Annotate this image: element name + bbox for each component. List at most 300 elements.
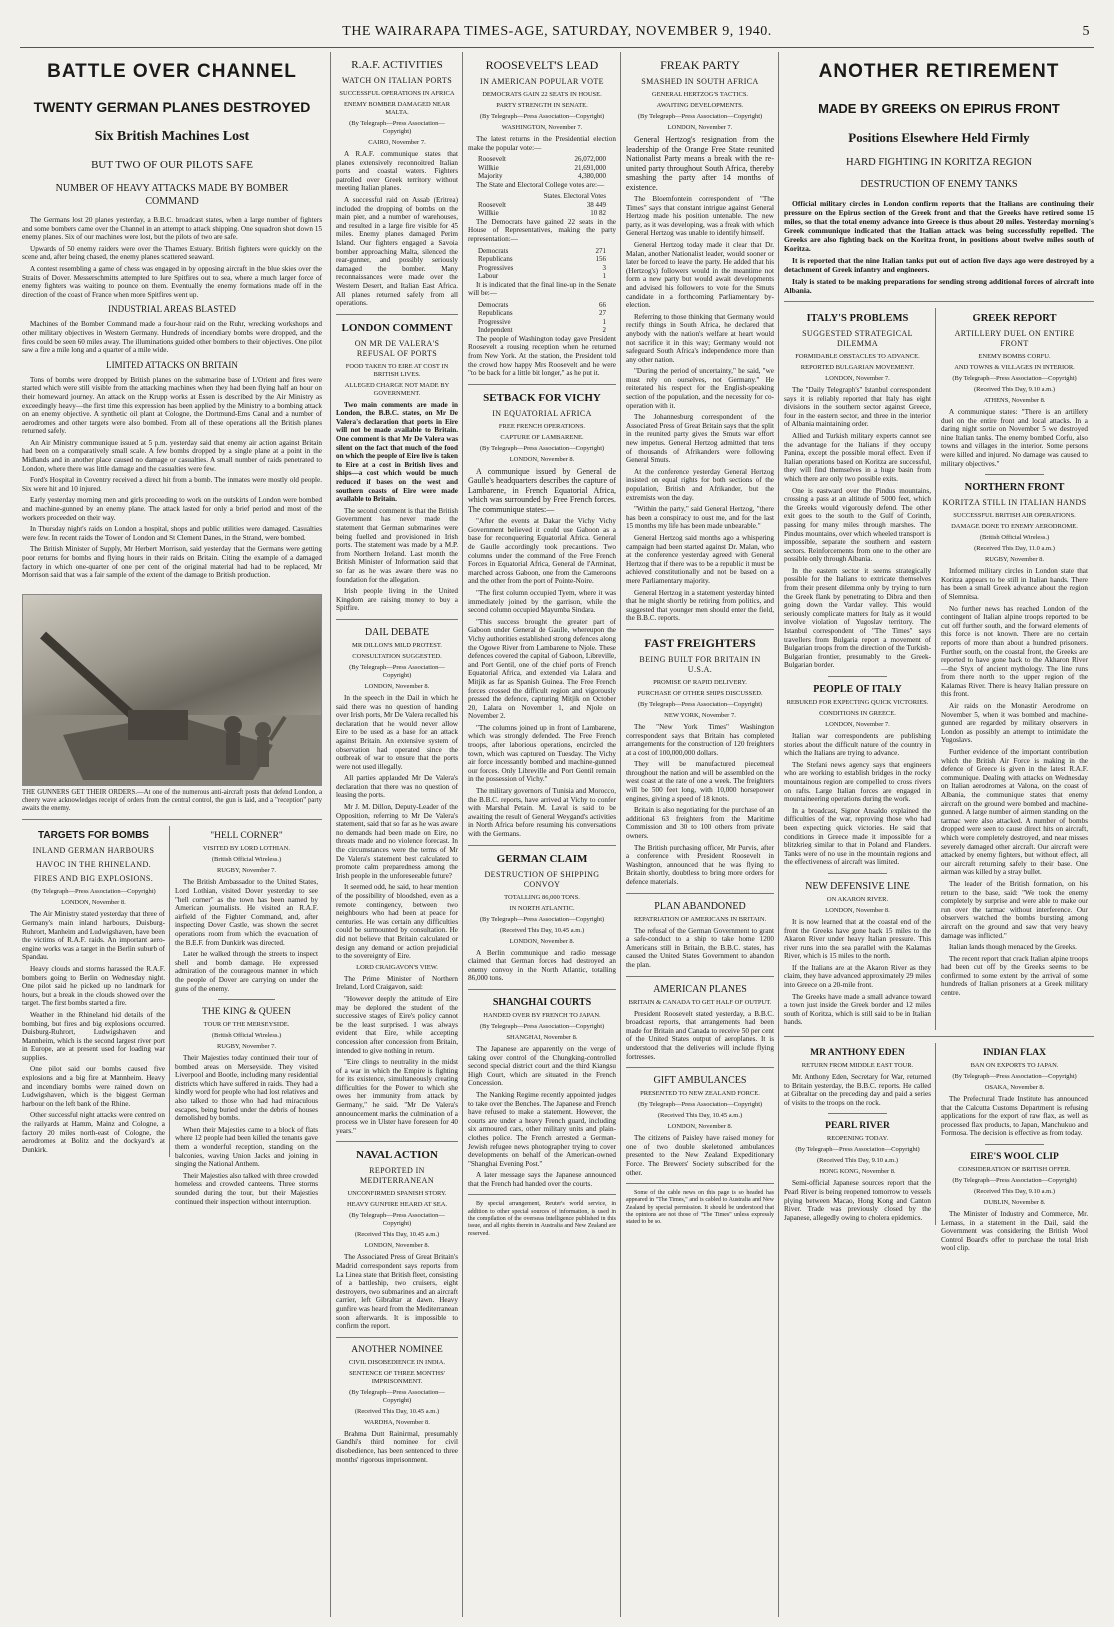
dateline: NEW YORK, November 7.: [664, 711, 736, 719]
paragraph: They will be manufactured piecemeal throughout the nation and will be assembled on the west coast at the rate of one a week. The freighters will be 500 feet long, with 10,000 horsepower engines, giving a speed of 18 knots.: [626, 760, 774, 803]
paragraph: The leader of the British formation, on his return to the base, said: "We took the enemy completely by surprise and were able to make our run over the tarmac without interference. Our observers watched the bombs bursting among aircraft on the ground and saw that very heavy damage was inflicted.": [941, 879, 1088, 940]
divider: [828, 676, 887, 677]
row-label: Progressive: [478, 317, 511, 326]
article-title: FREAK PARTY: [660, 58, 740, 72]
subheading: LORD CRAIGAVON'S VIEW.: [356, 963, 438, 971]
headline: MADE BY GREEKS ON EPIRUS FRONT: [818, 101, 1060, 116]
divider: [218, 999, 275, 1000]
paragraph: The Associated Press of Great Britain's Madrid correspondent says reports from La Linea state that British fleet, consisting of a battleship, two cruisers, eight destroyers, two submarines and an aircraft carrier, left Gibraltar at dawn. Heavy gunfire was heard from the Mediterranean soon afterwards. It is impossible to confirm the report.: [336, 1253, 458, 1331]
table-row: [468, 164, 616, 173]
article-title: ANOTHER NOMINEE: [351, 1344, 443, 1355]
column-rule: [462, 52, 463, 1617]
subheading: SUCCESSFUL OPERATIONS IN AFRICA: [339, 90, 455, 97]
masthead: [20, 22, 1094, 42]
paragraph: "After the events at Dakar the Vichy Vichy Government believed it could use Gaboon as a base for reconquering Equatorial Africa. General de Gaulle accordingly took precautions. Two columns under the command of the Free French Forces in Equatorial Africa, General de l'Arminat, marched across Gaboon, one from the Cameroons and the other from the port of Pointe-Noire.: [468, 517, 616, 586]
subheading: CIVIL DISOBEDIENCE IN INDIA.: [348, 1358, 446, 1366]
received-line: (Received This Day, 9.10 a.m.): [973, 386, 1056, 393]
electoral-header: [468, 192, 616, 201]
row-value: 1: [602, 317, 606, 326]
paragraph: It is now learned that at the coastal end of the front the Greeks have gone back 15 miles to the Akaron River under heavy Italian pressure. This river runs into the sea parallel with the Kalamas River, which is 15 miles to the north.: [784, 917, 931, 961]
received-line: (Received This Day, 9.10 a.m.): [816, 1157, 899, 1165]
row-value: 2: [602, 326, 606, 335]
row-label: Democrats: [478, 300, 509, 309]
paragraph: General Hertzog in a statement yesterday hinted that he might shortly be retiring from politics, and suggested that younger men should enter the field, the B.B.C. reports.: [626, 588, 774, 623]
subheading: PURCHASE OF OTHER SHIPS DISCUSSED.: [637, 689, 763, 697]
subheading: ENEMY BOMBER DAMAGED NEAR MALTA.: [343, 101, 451, 116]
divider: [626, 976, 774, 977]
paragraph: In Thursday night's raids on London a hospital, shops and public utilities were damaged. Casualties were few. In recent raids the Tower of London and St Clement Danes, in the Strand, were bombed.: [22, 525, 322, 542]
dateline: LONDON, November 7.: [667, 124, 733, 131]
paragraph: Italy is stated to be making preparations for sending strong additional forces of aircraft into Albania.: [784, 277, 1094, 295]
row-label: Republicans: [478, 309, 513, 318]
credit-line: (By Telegraph—Press Association—Copyright): [952, 375, 1077, 382]
paragraph: Two main comments are made in London, the B.B.C. states, on Mr De Valera's declaration that ports in Eire will not be made available to Britain. One comment is that Mr De Valera was silent on the fact that much of the food on which the people of Eire live is taken to Eire at a cost in British lives and ships—a cost which would be much reduced if bases on the west and southern coasts of Eire were made available to Britain.: [336, 400, 458, 504]
article-title: GERMAN CLAIM: [496, 852, 588, 865]
paragraph: The refusal of the German Government to grant a safe-conduct to a ship to take home 1200 Americans still in Britain, the B.B.C. states, has caused the United States Government to abandon the plan.: [626, 926, 774, 969]
dateline: LONDON, November 7.: [825, 375, 890, 382]
credit-line: (By Telegraph—Press Association—Copyright): [479, 444, 605, 452]
paragraph: In a broadcast, Signor Ansaldo explained the difficulties of the war, reproving those who had been expecting quick victories. He said that conditions in Greece made it impossible for a blitzkrieg similar to that in Poland and Flanders. Tanks were of no use in the mountain regions and the effectiveness of aircraft was limited.: [784, 806, 931, 867]
headline: TWENTY GERMAN PLANES DESTROYED: [33, 99, 311, 115]
freak-party-column: [626, 52, 774, 1617]
article-title: INDIAN FLAX: [982, 1048, 1047, 1059]
senate-table: [468, 301, 616, 335]
roosevelt-column: [468, 52, 616, 1617]
subheading: CONDITIONS IN GREECE.: [819, 710, 896, 717]
credit-line: (By Telegraph—Press Association—Copyright): [479, 1022, 605, 1030]
subheading: BEING BUILT FOR BRITAIN IN U.S.A.: [639, 654, 761, 674]
credit-line: (By Telegraph—Press Association—Copyright): [349, 120, 445, 135]
article-title: LONDON COMMENT: [341, 321, 453, 334]
row-value: 271: [595, 246, 606, 255]
article-title: ROOSEVELT'S LEAD: [485, 58, 599, 72]
photo-caption: THE GUNNERS GET THEIR ORDERS.—At one of the numerous anti-aircraft posts that defend London, a cheery wave acknowledges receipt of orders from the central control, the gun is laid, and a "reception" party awaits the enemy.: [22, 788, 322, 813]
headline-banner: BATTLE OVER CHANNEL: [47, 61, 297, 82]
paragraph: General Hertzog today made it clear that Dr. Malan, another Nationalist leader, would sooner or later be forced to leave the party. He added that his (Hertzog's) followers would in the meantime not form a new party but would await developments and advised his followers to vote for the Smuts candidate in a forthcoming Parliamentary by-election.: [626, 240, 774, 310]
article-title: FAST FREIGHTERS: [644, 635, 756, 650]
divider: [985, 474, 1044, 475]
subheading: VISITED BY LORD LOTHIAN.: [202, 845, 291, 853]
subheadline: BUT TWO OF OUR PILOTS SAFE: [91, 159, 253, 171]
divider: [626, 1067, 774, 1068]
credit-line: (British Official Wireless.): [211, 1032, 282, 1040]
received-line: (Received This Day, 10.45 a.m.): [499, 926, 585, 934]
paragraph: "However deeply the attitude of Eire may be deplored the student of the successive stages of Eire's policy cannot be the least surprised. I was always evident that Eire, while accepting concession after concession from Britain, intended to give nothing in return.: [336, 994, 458, 1055]
paragraph: A later message says the Japanese announced that the French had handed over the courts.: [468, 1171, 616, 1188]
paragraph: No further news has reached London of the contingent of Italian alpine troops reported to be cut off further south, and the forward elements of this force is not known. There are no certain reports of more than about a hundred prisoners. Further south, on the coastal front, the Greeks are reported to have gone back to the Akharon River—the Styx of ancient mythology. The line runs from there north to the upper region of the Kalamas River. There is heavy Italian pressure on this front.: [941, 604, 1088, 699]
paragraph: General Hertzog's resignation from the leadership of the Orange Free State reunited Nationalist Party means a break with the re-united party throughout South Africa, thereby smashing the party after 14 months of existence.: [626, 135, 774, 192]
subheading: SUGGESTED STRATEGICAL DILEMMA: [802, 329, 913, 348]
paragraph: The Prime Minister of Northern Ireland, Lord Craigavon, said:: [336, 974, 458, 992]
raf-column: [336, 52, 458, 1617]
paragraph: Informed military circles in London state that Koritza appears to be still in Italian hands. There has been a small Greek advance about the region of Slemnitsa.: [941, 567, 1088, 601]
subheading: INLAND GERMAN HARBOURS: [32, 846, 155, 856]
credit-line: (By Telegraph—Press Association—Copyright): [349, 1212, 445, 1228]
subheading: HANDED OVER BY FRENCH TO JAPAN.: [483, 1011, 601, 1019]
row-value: 4,380,000: [578, 172, 606, 181]
row-label: Republicans: [478, 255, 513, 264]
paragraph: Further evidence of the important contribution which the British Air Force is making in the defence of Greece is given in the latest R.A.F. communique. Dealing with attacks on Wednesday on Italian aerodromes at Valona, on the coast of Albania, the communique states that enemy aircraft on the ground were bombed and machine-gunned. A large number of airmen standing on the tarmac were also attacked. A number of bombs dropped were seen to cause direct hits on aircraft, which were completely destroyed, and near misses severely damaged other aircraft. Our aircraft were attacked by enemy fighters, but without effect, all our aircraft returning safely to their base. One airman was killed by a stray bullet.: [941, 748, 1088, 877]
paragraph: In the speech in the Dail in which he said there was no question of handing over Irish ports, Mr De Valera recalled his declaration that he would never allow Eire to be used as a base for an attack against Britain. An extensive system of observation had operated since the outbreak of war to ensure that the ports were not used illegally.: [336, 693, 458, 771]
row-value: 27: [599, 309, 606, 318]
paragraph: "This success brought the greater part of Gaboon under General de Gaulle, whereupon the Vichy authorities established strong defences along the Ogowe River from Lambarene to Njole. These defences covered the capital of Gaboon, Libreville, and Port Gentil, one of the chief ports of French Equatorial Africa, and extended via Lalara and Mitjik as far as Spanish Guinea. The Free French forces crossed the difficult region and vigorously pressed the defence, capturing Mitjik on October 20, Lalara on November 1, and Njole on November 2.: [468, 617, 616, 721]
received-line: (Received This Day, 10.45 a.m.): [354, 1407, 440, 1415]
top-rule: [20, 47, 1094, 48]
credit-line: (By Telegraph—Press Association—Copyright): [349, 663, 445, 679]
dateline: HONG KONG, November 8.: [819, 1168, 896, 1176]
section-heading: LIMITED ATTACKS ON BRITAIN: [106, 359, 238, 370]
paragraph: A communique states: "There is an artillery duel on the entire front and local attacks. In a daring night sortie on November 5 we destroyed nine Italian tanks. The enemy bombed Corfu, also towns and villages in the interior. Some persons were killed and injured. No damage was caused to military objectives.": [941, 408, 1088, 468]
subheadline: DESTRUCTION OF ENEMY TANKS: [860, 179, 1018, 190]
paragraph: Mr J. M. Dillon, Deputy-Leader of the Opposition, referring to Mr De Valera's statement, said that so far as he was aware no demands had been made on Eire, no threats made and no violence forecast. In the circumstances were the terms of Mr De Valera's statement best calculated to promote calm preparedness among the Irish people in the unforeseeable future?: [336, 803, 458, 880]
table-row: [468, 201, 616, 210]
row-value: 26,072,000: [574, 155, 606, 164]
subheading: FIRES AND BIG EXPLOSIONS.: [33, 874, 154, 884]
subheading: CAPTURE OF LAMBARENE.: [500, 433, 584, 441]
divider: [336, 1141, 458, 1142]
gun-illustration: [23, 595, 322, 786]
battle-column: [22, 52, 322, 1617]
credit-line: (By Telegraph—Press Association—Copyright): [31, 888, 156, 896]
dateline: LONDON, November 8.: [61, 899, 126, 907]
paragraph: A R.A.F. communique states that planes extensively reconnoitred Italian ports and coastal waters. Fighters patrolled over Greek territory without meeting Italian planes.: [336, 150, 458, 193]
table-row: [468, 247, 616, 256]
divider: [22, 819, 322, 820]
paragraph: Weather in the Rhineland hid details of the bombing, but fires and big explosions occurred. Duisburg-Ruhrort, Ludwigshaven and Mannheim, which is the second largest river port in Europe, are at present used for loading war supplies.: [22, 1010, 165, 1062]
article-title: SHANGHAI COURTS: [492, 996, 592, 1008]
paragraph: Their Majesties today continued their tour of bombed areas on Merseyside. They visited Liverpool and Bootle, including many residential districts which have suffered in raids. They had a kindly word for people who had lost relatives and also talked to those who had had miraculous escapes, being buried under the debris of houses demolished by bombs.: [175, 1054, 318, 1123]
paragraph: The Air Ministry stated yesterday that three of Germany's main inland harbours, Duisburg-Ruhrort, Manheim and Ludwigshaven, have been the victims of R.A.F. raids. An important aero-engine works was a target in the Berlin suburb of Spandau.: [22, 910, 165, 962]
row-label: Willkie: [478, 209, 499, 218]
row-value: 21,691,000: [574, 163, 606, 172]
subheadline: Six British Machines Lost: [94, 129, 250, 144]
dateline: SHANGHAI, November 8.: [506, 1033, 578, 1041]
dateline: LONDON, November 8.: [509, 455, 575, 463]
article-title: PEARL RIVER: [825, 1121, 890, 1132]
paragraph: A successful raid on Assab (Eritrea) included the dropping of bombs on the main pier, and a number of warehouses, and resulted in a large fire visible for 45 miles. Enemy planes damaged Perim Island. Our fighters engaged a Savoia bomber approaching Malta, silenced the rear-gunner, and possibly seriously damaged the bomber. Many reconnaissances were made over the Western Desert, and Italian East Africa. All planes returned safely from all operations.: [336, 195, 458, 308]
article-title: PEOPLE OF ITALY: [813, 684, 902, 695]
subheading: REPORTED IN MEDITERRANEAN: [359, 1166, 435, 1186]
row-value: 156: [595, 255, 606, 264]
dateline: LONDON, November 8.: [509, 937, 575, 945]
paragraph: The citizens of Paisley have raised money for one of two double skeletoned ambulances presented to the New Zealand Expeditionary Force. The Brewers' Society subscribed for the other.: [626, 1134, 774, 1177]
paragraph: Referring to those thinking that Germany would rectify things in South Africa, he declared that anybody with the nation's welfare at heart would not sacrifice it in this way; Germany would not safeguard South Africa's independence more than any other nation.: [626, 312, 774, 364]
subheading: FORMIDABLE OBSTACLES TO ADVANCE.: [795, 353, 920, 360]
subheading: DEMOCRATS GAIN 22 SEATS IN HOUSE.: [482, 91, 602, 98]
article-title: MR ANTHONY EDEN: [810, 1048, 905, 1059]
subheading: WATCH ON ITALIAN PORTS: [341, 76, 453, 85]
credit-line: (By Telegraph—Press Association—Copyright): [637, 1101, 763, 1109]
article-title: NORTHERN FRONT: [964, 482, 1065, 494]
subheading: REBUKED FOR EXPECTING QUICK VICTORIES.: [786, 699, 929, 706]
paragraph: Official military circles in London confirm reports that the Italians are continuing their pressure on the Epirus section of the Greek front and that the Greeks have retired some 15 miles, so that the total enemy advance into Greece is thus about 20 miles. Yesterday morning's Greek communique indicated that the Italian attack was being successfully repelled. The Greeks are also fighting back on the Koritza front, in positions about twelve miles south of Koritza.: [784, 199, 1094, 253]
popular-vote-table: [468, 155, 616, 172]
credit-line: (By Telegraph—Press Association—Copyright): [479, 915, 605, 923]
paragraph: "Eire clings to neutrality in the midst of a war in which the Empire is fighting for its existence, simultaneously creating difficulties for the Power to which she owes her immunity from attack by Germany," he said. "Mr De Valera's announcement marks the culmination of a process we in Ulster have foreseen for 40 years.": [336, 1058, 458, 1135]
footnote: By special arrangement, Reuter's world service, in addition to other special sources of information, is used in the compilation of the overseas intelligence published in this issue, and all rights therein in Australia and New Zealand are reserved.: [468, 1201, 616, 1237]
paragraph: Italian war correspondents are publishing stories about the difficult nature of the country in which the Italians are trying to advance.: [784, 732, 931, 758]
paragraph: Machines of the Bomber Command made a four-hour raid on the Ruhr, wrecking workshops and other military objectives in Western Germany. Hundreds of incendiary bombs were dropped, and the fires could be seen 60 miles away. The illuminations guided other bombers to their objectives. One pilot saw a fire a mile long and a quarter of a mile wide.: [22, 320, 322, 355]
divider: [336, 314, 458, 315]
subheading: SMASHED IN SOUTH AFRICA: [641, 77, 759, 86]
paragraph: At the conference yesterday General Hertzog insisted on equal rights for both sections of the population, British and Afrikander, but the extremists won the day.: [626, 467, 774, 502]
italy-problems-article: [784, 308, 936, 1030]
credit-line: (British Official Wireless.): [211, 856, 282, 864]
article-title: EIRE'S WOOL CLIP: [970, 1152, 1059, 1162]
dateline: WASHINGTON, November 7.: [501, 124, 583, 131]
anti-aircraft-gun-photo: [22, 594, 322, 786]
paragraph: It seemed odd, he said, to hear mention of the possibility of bloodshed, even as a remote contingency, between two neighbours who had been at peace for centuries. He was certain any difficulties could be surmounted by consultation. He did not believe that Britain calculated or design any demand or action prejudicial to the sovereignty of Eire.: [336, 883, 458, 961]
row-value: 3: [602, 263, 606, 272]
subheading: CONSULTATION SUGGESTED.: [352, 652, 442, 660]
article-title: TARGETS FOR BOMBS: [38, 830, 149, 842]
divider: [784, 301, 1094, 302]
greek-report-article: [936, 308, 1088, 1001]
subheading: ON MR DE VALERA'S REFUSAL OF PORTS: [354, 338, 440, 358]
paragraph: The British Minister of Supply, Mr Herbert Morrison, said yesterday that the Germans were getting poor returns for bombs and flying hours in their raids on Britain. Citing the example of a damaged factory in which one-quarter of one per cent of the original material had had to be replaced, Mr Morrison said that was a fair sample of the extent of the damage to British production.: [22, 545, 322, 580]
paragraph: One pilot said our bombs caused five explosions and a big fire at Mannheim. Heavy and incendiary bombs were rained down on Ludwigshaven, which is the biggest German harbour on the left bank of the Rhine.: [22, 1065, 165, 1108]
received-line: (Received This Day, 10.45 a.m.): [657, 1112, 743, 1120]
subheadline: HARD FIGHTING IN KORITZA REGION: [845, 157, 1033, 168]
row-label: Roosevelt: [478, 200, 506, 209]
paragraph: Semi-official Japanese sources report that the Pearl River is being reopened tomorrow to vessels plying between Macao, Hong Kong and Canton River. Trade was previously closed by the Japanese, allegedly owing to cholera epidemics.: [784, 1179, 931, 1222]
paragraph: "Within the party," said General Hertzog, "there has been a conspiracy to oust me, and for the last 15 months my life has been made unbearable.": [626, 505, 774, 531]
credit-line: (By Telegraph—Press Association—Copyright): [637, 113, 763, 120]
subheading: AWAITING DEVELOPMENTS.: [656, 102, 744, 109]
divider: [468, 989, 616, 990]
article-title: ITALY'S PROBLEMS: [806, 313, 909, 324]
paragraph: All parties applauded Mr De Valera's declaration that there was no question of leasing the ports.: [336, 774, 458, 800]
table-row: [468, 255, 616, 264]
subheading: ALLEGED CHARGE NOT MADE BY GOVERNMENT.: [344, 381, 450, 397]
article-title: NEW DEFENSIVE LINE: [805, 880, 910, 892]
subheading: RETURN FROM MIDDLE EAST TOUR.: [801, 1062, 914, 1070]
credit-line: (By Telegraph—Press Association—Copyright): [479, 113, 605, 120]
subheading: GENERAL HERTZOG'S TACTICS.: [651, 91, 749, 98]
table-row: [468, 264, 616, 273]
page-number: 5: [1082, 24, 1090, 39]
divider: [336, 1337, 458, 1338]
paragraph: Early yesterday morning men and girls proceeding to work on the outskirts of London were bombed and machine-gunned by an enemy plane. The attack lasted for only a brief period and most of the workers proceeded on their way.: [22, 496, 322, 522]
paragraph: Their Majesties also talked with three crowded homeless and crowded canteens. Three storms sounded during the tour, but their Majesties continued their inspection without interruption.: [175, 1171, 318, 1206]
article-title: DAIL DEBATE: [364, 626, 430, 638]
paragraph: It is reported that the nine Italian tanks put out of action five days ago were destroyed by a detachment of Greek infantry and engineers.: [784, 256, 1094, 274]
paragraph: One is eastward over the Pindus mountains, crossing a pass at an altitude of 5000 feet, which the Greeks would vigorously defend. The other exit goes to the south to the Gulf of Corinth, passing for many miles through marshes. The Pindus mountains, over which wheeled transport is impossible, separate the southern and eastern sectors. Reinforcements from one to the other are possible only through Albania.: [784, 486, 931, 564]
dateline: OSAKA, November 8.: [984, 1084, 1045, 1092]
subheading: FREE FRENCH OPERATIONS.: [498, 422, 586, 430]
hell-corner-article: [170, 826, 318, 1209]
subheading: REOPENING TODAY.: [826, 1135, 889, 1143]
table-row: [468, 209, 616, 218]
paragraph: The Prefectural Trade Institute has announced that the Calcutta Customs Department is refusing applications for the export of raw flax, as well as processed flax products, to Japan, Manchukuo and Formosa. The decision is effective as from today.: [941, 1095, 1088, 1138]
paragraph: The Japanese are apparently on the verge of taking over control of the Chungking-controlled second special district court and the third Kiangsu High Court, which are situated in the French Concession.: [468, 1044, 616, 1088]
column-rule: [330, 52, 331, 1617]
subheading: AND TOWNS & VILLAGES IN INTERIOR.: [954, 364, 1075, 371]
received-line: (Received This Day, 9.10 a.m.): [973, 1188, 1056, 1195]
credit-line: (By Telegraph—Press Association—Copyright): [349, 1388, 445, 1404]
paragraph: The Stefani news agency says that engineers who are working to establish bridges in the rocky mountainous region are compelled to cross rivers on rafts. Large Italian forces are engaged in mountaineering operations during the work.: [784, 760, 931, 804]
paragraph: "The first column occupied Tyem, where it was immediately joined by the garrison, while the second column occupied Mayumba Sindara.: [468, 588, 616, 615]
dateline: ATHENS, November 8.: [983, 397, 1046, 404]
table-row: [468, 318, 616, 327]
subheading: PARTY STRENGTH IN SENATE.: [496, 102, 588, 109]
row-label: Democrats: [478, 246, 509, 255]
subheading: BRITAIN & CANADA TO GET HALF OF OUTPUT.: [628, 998, 772, 1006]
greek-front-column: [784, 52, 1094, 1617]
article-title: THE KING & QUEEN: [202, 1007, 291, 1018]
paragraph: Italian lands though menaced by the Greeks.: [949, 943, 1077, 952]
row-label: Progressives: [478, 263, 514, 272]
paragraph: The Germans lost 20 planes yesterday, a B.B.C. broadcast states, when a large number of fighters and some bombers came over the Channel in an attempt to attack shipping. One squadron shot down 15 enemy planes. Six of our machines were lost, but the pilots of two are safe.: [22, 216, 322, 242]
paragraph: A contest resembling a game of chess was engaged in by opposing aircraft in the blue skies over the Straits of Dover. Messerschmitts attempted to lure Spitfires out to sea, where a much larger force of enemy fighters was waiting to pounce on them. Eventually the enemy formations made off in the direction of the coast of France when more Spitfires went up.: [22, 264, 322, 299]
newspaper-title: THE WAIRARAPA TIMES-AGE, SATURDAY, NOVEMBER 9, 1940.: [342, 24, 772, 39]
dateline: LONDON, November 7.: [825, 721, 890, 728]
credit-line: (By Telegraph—Press Association—Copyright): [795, 1146, 920, 1154]
paragraph: Britain is also negotiating for the purchase of an additional 63 freighters from the Maritime Commission and 30 to 100 others from private owners.: [626, 806, 774, 841]
paragraph: Later he walked through the streets to inspect shell and bomb damage. He expressed admiration of the courageous manner in which the people of Dover are carrying on under the guns of the enemy.: [175, 950, 318, 993]
article-title: "HELL CORNER": [210, 831, 283, 842]
credit-line: (By Telegraph—Press Association—Copyright): [637, 700, 763, 708]
paragraph: The recent report that crack Italian alpine troops had been cut off by the Greeks seems to be confirmed to some extent by the arrival of some hundreds of Italian prisoners at a Greek military centre.: [941, 954, 1088, 998]
paragraph: Tons of bombs were dropped by British planes on the submarine base of L'Orient and fires were started which were still visible from the attacking machines when they had been flying half an hour on their homeward journey. An attack on the Krupp works at Essen is described by the Air Ministry as exceedingly heavy—the first time this expression has been applied by the Ministry to a bombing attack on an enemy objective. A synthetic oil plant at Cologne, the Dortmund-Ems Canal and a number of aerodromes and other targets were also bombed. From all of these operations all the British planes returned safely.: [22, 375, 322, 436]
credit-line: (British Official Wireless.): [979, 534, 1050, 542]
divider: [336, 619, 458, 620]
subheading: DESTRUCTION OF SHIPPING CONVOY: [484, 869, 600, 889]
row-value: 66: [599, 300, 606, 309]
table-row: [468, 272, 616, 281]
headline-banner: ANOTHER RETIREMENT: [818, 61, 1060, 82]
table-row: [468, 309, 616, 318]
subheading: CONSIDERATION OF BRITISH OFFER.: [958, 1166, 1071, 1173]
dateline: LONDON, November 8.: [364, 1242, 430, 1250]
divider: [468, 384, 616, 385]
article-title: NAVAL ACTION: [356, 1149, 438, 1162]
paragraph: Ford's Hospital in Coventry received a direct hit from a bomb. The inmates were mostly old people. Six were hit and 10 injured.: [22, 476, 322, 493]
paragraph: President Roosevelt stated yesterday, a B.B.C. broadcast reports, that arrangements had been made for Britain and Canada to receive 50 per cent of the United States output of aeroplanes. It is understood that the deliveries will include flying fortresses.: [626, 1009, 774, 1061]
received-line: (Received This Day, 10.45 a.m.): [354, 1231, 440, 1239]
subheading: BAN ON EXPORTS TO JAPAN.: [970, 1062, 1059, 1070]
section-heading: INDUSTRIAL AREAS BLASTED: [108, 304, 236, 315]
paragraph: If the Italians are at the Akaron River as they claim, they have advanced approximately 29 miles into Greece on a 20-mile front.: [784, 963, 931, 990]
subheading: DAMAGE DONE TO ENEMY AERODROME.: [951, 523, 1078, 531]
paragraph: General Hertzog said months ago a whispering campaign had been started against Dr. Malan, who at the conference yesterday agreed with General Hertzog that if there was to be a republic it must be achieved constitutionally and not be based on a mere Parliamentary majority.: [626, 533, 774, 585]
credit-line: (By Telegraph—Press Association—Copyright): [952, 1177, 1077, 1184]
paragraph: "During the period of uncertainty," he said, "we must rely on ourselves, not Germany." He reiterated his respect for the English-speaking section of the population, and the necessity for co-operation with it.: [626, 367, 774, 410]
table-row: [468, 155, 616, 164]
paragraph: The "Daily Telegraph's" Istanbul correspondent says it is reliably reported that Italy has eight divisions in the southern sector against Greece, four in the eastern sector, and three in the interior of Albania maintaining order.: [784, 386, 931, 429]
paragraph: It is indicated that the final line-up in the Senate will be:—: [468, 280, 616, 298]
dateline: DUBLIN, November 8.: [983, 1199, 1046, 1206]
paragraph: The Nanking Regime recently appointed judges to take over the Benches. The Japanese and French have refused to make a statement. However, the courts are under a heavy French guard, including six armoured cars, other military units and plain-clothes police. The French arrested a German-Jewish refugee news photographer trying to cover developments on behalf of the American-owned "Shanghai Evening Post.": [468, 1090, 616, 1168]
subheading: REPORTED BULGARIAN MOVEMENT.: [800, 364, 915, 371]
dateline: RUGBY, November 7.: [216, 1043, 277, 1051]
subheading: HEAVY GUNFIRE HEARD AT SEA.: [346, 1201, 448, 1209]
divider: [985, 1144, 1044, 1145]
subheading: REPATRIATION OF AMERICANS IN BRITAIN.: [633, 915, 767, 923]
subheading: SUCCESSFUL BRITISH AIR OPERATIONS.: [953, 512, 1076, 520]
column-header: States. Electoral Votes: [543, 192, 606, 201]
dateline: RUGBY, November 7.: [216, 867, 277, 875]
row-label: Roosevelt: [478, 155, 506, 164]
paragraph: The military governors of Tunisia and Morocco, the B.B.C. reports, have arrived at Vichy to confer with Marshal Petain. M. Laval is said to be awaiting the result of General Weygand's activities in North Africa before resuming his conversations with the Germans.: [468, 787, 616, 838]
majority-row: [468, 172, 616, 181]
paragraph: Allied and Turkish military experts cannot see the advantage for the Italians if they occupy Panina, except the possible moral effect. Even if Italian operations based on Koritza are successful, they will find themselves in a huge basin from which there are only two possible exits.: [784, 431, 931, 483]
paragraph: Other successful night attacks were centred on the railyards at Hamm, Mainz and Cologne, a factory 20 miles north-east of Cologne, the aerodromes at Bolitz and the dockyard's at Dunkirk.: [22, 1111, 165, 1154]
article-title: GIFT AMBULANCES: [653, 1075, 747, 1087]
paragraph: The British purchasing officer, Mr Purvis, after a conference with President Roosevelt in Washington, announced that he was flying to Britain shortly, doubtless to bring more orders for defence materials.: [626, 843, 774, 886]
divider: [828, 1113, 887, 1114]
row-value: 10 82: [590, 209, 606, 218]
subheading: ARTILLERY DUEL ON ENTIRE FRONT: [954, 329, 1075, 348]
subheadline: Positions Elsewhere Held Firmly: [848, 130, 1030, 145]
subheading: TOUR OF THE MERSEYSIDE.: [203, 1021, 290, 1029]
targets-article: [22, 826, 170, 1157]
article-title: AMERICAN PLANES: [653, 983, 747, 995]
subheading: PROMISE OF RAPID DELIVERY.: [653, 678, 747, 686]
paragraph: The Greeks have made a small advance toward a town just inside the Greek border and 12 miles south of Koritza, which is still said to be in Italian hands.: [784, 992, 931, 1027]
subheading: UNCONFIRMED SPANISH STORY.: [347, 1190, 447, 1198]
subheading: IN NORTH ATLANTIC.: [509, 904, 575, 912]
column-rule: [778, 52, 779, 1617]
divider: [626, 1183, 774, 1184]
paragraph: The State and Electoral College votes are:—: [476, 180, 605, 189]
footnote: Some of the cable news on this page is so headed has appeared in "The Times," and is cabled to Australia and New Zealand by special permission. It should be understood that the opinions are not those of "The Times" unless expressly stated to be so.: [626, 1190, 774, 1226]
subheading: KORITZA STILL IN ITALIAN HANDS: [942, 498, 1087, 508]
row-value: 1: [602, 272, 606, 281]
paragraph: The Democrats have gained 22 seats in the House of Representatives, making the party representation:—: [468, 217, 616, 243]
dateline: CAIRO, November 7.: [368, 139, 426, 146]
divider: [468, 845, 616, 846]
electoral-vote-table: [468, 201, 616, 218]
paragraph: Air raids on the Monastir Aerodrome on November 5, when it was bombed and machine-gunned are regarded by military observers in London as possibly an attempt to intimidate the Yugoslavs.: [941, 702, 1088, 745]
row-label: Labour: [478, 272, 499, 281]
subheading: FOOD TAKEN TO EIRE AT COST IN BRITISH LIVES.: [345, 362, 449, 378]
paragraph: The British Ambassador to the United States, Lord Lothian, visited Dover yesterday to see "hell corner" as the town has been named by American journalists. He visited an R.A.F. airfield of the Fighter Command, and, after inspecting Dover Castle, was shown the secret operations room from which the evacuation of the B.E.F. from Dunkirk was directed.: [175, 878, 318, 947]
house-table: [468, 247, 616, 281]
paragraph: Mr. Anthony Eden, Secretary for War, returned to Britain yesterday, the B.B.C. reports. He called at Gibraltar on the preceding day and paid a series of visits to the troops on the rock.: [784, 1073, 931, 1107]
flax-wool-articles: [936, 1043, 1088, 1256]
subheading: ON AKARON RIVER.: [826, 895, 889, 903]
paragraph: The Minister of Industry and Commerce, Mr. Lemass, in a statement in the Dail, said the Government was considering the British Wool Control Board's offer to purchase the total Irish wool clip.: [941, 1210, 1088, 1253]
paragraph: The Bloemfontein correspondent of "The Times" says that constant intrigue against General Hertzog made his position untenable. The new party, as it was developing, was a freak with which General Hertzog was unable to identify himself.: [626, 195, 774, 238]
table-row: [468, 301, 616, 310]
paragraph: The "New York Times" Washington correspondent says that Britain has completed arrangements for the construction of 120 freighters at a cost of 100,000,000 dollars.: [626, 722, 774, 757]
dateline: LONDON, November 8.: [825, 906, 890, 914]
divider: [626, 629, 774, 630]
dateline: LONDON, November 8.: [667, 1123, 733, 1131]
subheading: PRESENTED TO NEW ZEALAND FORCE.: [640, 1090, 760, 1098]
subheading: HAVOC IN THE RHINELAND.: [35, 860, 152, 870]
paragraph: A communique issued by General de Gaulle's headquarters describes the capture of Lambarene, in French Equatorial Africa, which was surrounded by Free French forces. The communique states:—: [468, 466, 616, 514]
subheading: MR DILLON'S MILD PROTEST.: [352, 641, 442, 649]
divider: [828, 873, 887, 874]
subheadline: NUMBER OF HEAVY ATTACKS MADE BY BOMBER COMMAND: [55, 183, 289, 207]
paragraph: The latest returns in the Presidential election make the popular vote:—: [468, 135, 616, 152]
paragraph: The Johannesburg correspondent of the Associated Press of Great Britain says that the split in the reunited party gives the Smuts war effort new impetus. General Hertzog admitted that tens of thousands of Afrikanders were following General Smuts.: [626, 413, 774, 465]
eden-pearl-articles: [784, 1043, 936, 1225]
column-rule: [620, 52, 621, 1617]
row-label: Independent: [478, 326, 513, 335]
subheading: ENEMY BOMBS CORFU.: [978, 353, 1051, 360]
paragraph: In the eastern sector it seems strategically possible for the Italians to extricate themselves from their present dilemma only by trying to turn the Greek flank by penetrating to Dibra and then going down the Vardar valley. This would seriously complicate matters for Italy as it would involve violation of Yugoslav territory. The Istanbul correspondent of "The Times" says travellers from Bulgaria report a movement of Bulgarian troops from the direction of the Turkish-Bulgarian frontier, presumably to the Greek-Bulgarian border.: [784, 566, 931, 670]
paragraph: A Berlin communique and radio message claimed that German forces had destroyed an enemy convoy in the North Atlantic, totalling 86,000 tons.: [468, 948, 616, 983]
dateline: RUGBY, November 8.: [984, 556, 1045, 564]
paragraph: The second comment is that the British Government has never made the statement that German submarines were being fuelled and provisioned in Irish ports. The statement was made by a M.P. from Northern Ireland. Last month the British Minister of Information said that so far as he was aware there was no foundation for the allegation.: [336, 506, 458, 584]
subheading: IN EQUATORIAL AFRICA: [492, 408, 592, 418]
row-value: 38 449: [586, 200, 606, 209]
row-label: Majority: [478, 172, 503, 181]
paragraph: Irish people living in the United Kingdom are raising money to buy a Spitfire.: [336, 587, 458, 613]
